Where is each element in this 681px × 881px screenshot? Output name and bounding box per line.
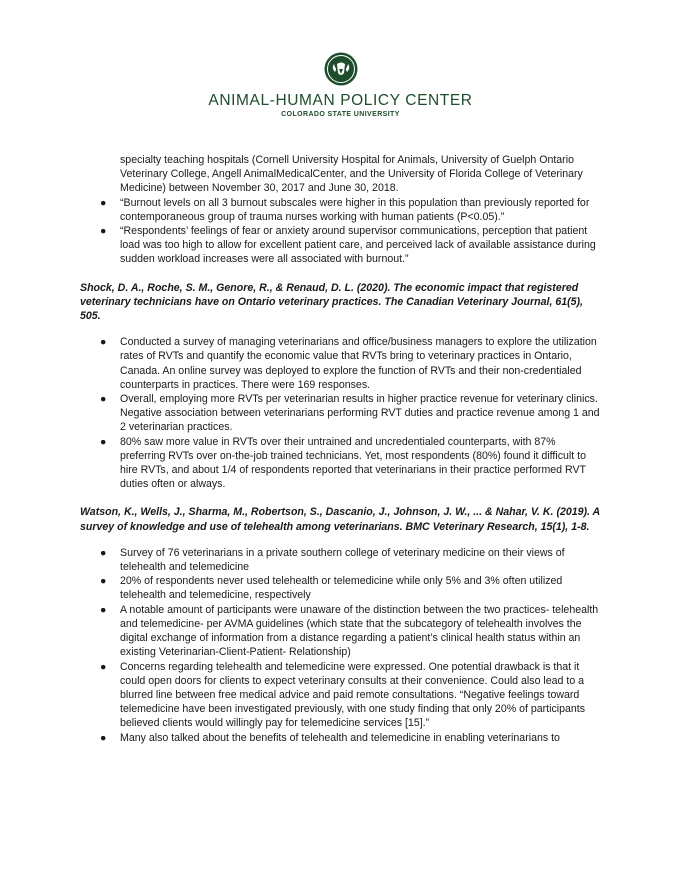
continued-paragraph: specialty teaching hospitals (Cornell University Hospital for Animals, University of Guelph Ontario Veterinary College, Angell AnimalMedicalCenter, and the University of Florida College of Veterinary Medicine) between November 30, 2017 and June 30, 2018. [120,154,583,195]
list-item-text: 80% saw more value in RVTs over their untrained and uncredentialed counterparts, with 87% preferring RVTs over on-the-job trained technicians. Yet, most respondents (80%) found it difficult to hire RVTs, and about 1/4 of respondents reported that veterinarians in their practice performed RVT duties often or always. [120,435,586,491]
citation-shock: Shock, D. A., Roche, S. M., Genore, R., & Renaud, D. L. (2020). The economic impact that registered veterinary technicians have on Ontario veterinary practices. The Canadian Veterinary Journal, 61(5), 505. [80,281,584,323]
list-item [80,392,600,435]
list-item-text: Conducted a survey of managing veterinarians and office/business managers to explore the utilization rates of RVTs and quantify the economic value that RVTs bring to veterinary practices in Ontario, Canada. An online survey was deployed to explore the function of RVTs and their non-credentialed counterparts in practices. There were 169 responses. [120,336,597,391]
citation-watson: Watson, K., Wells, J., Sharma, M., Robertson, S., Dascanio, J., Johnson, J. W., ... & Nahar, V. K. (2019). A survey of knowledge and use of telehealth among veterinarians. BMC Veterinary Research, 15(1), 1-8. [80,506,600,533]
bullet-list-rvt [80,335,600,491]
bullet-icon: ● [100,196,107,209]
bullet-icon: ● [100,546,107,559]
org-subtitle: COLORADO STATE UNIVERSITY [281,111,400,118]
bullet-icon: ● [100,731,107,744]
list-item [80,435,600,492]
list-item [80,224,600,267]
page-header [0,52,681,118]
bullet-icon: ● [100,336,107,349]
list-item-text: Concerns regarding telehealth and telemedicine were expressed. One potential drawback is that it could open doors for clients to expect veterinary consults at their convenience. Could also lead to a blurred line between free medical advice and paid remote consultations. “Negative feelings toward telemedicine have been investigated previously, with one study finding that only 20% of participants believed clients would willingly pay for telemedicine services [15].” [120,660,586,730]
list-item-text: 20% of respondents never used telehealth or telemedicine while only 5% and 3% often utilized telehealth and telemedicine, respectively [120,575,563,602]
csu-ram-logo-icon [324,52,358,86]
org-title: ANIMAL-HUMAN POLICY CENTER [208,92,473,109]
list-item [80,574,600,602]
list-item-text: Overall, employing more RVTs per veterinarian results in higher practice revenue for veterinary clinics. Negative association between veterinarians performing RVT duties and practice revenue among 1 and 2 veterinarian practices. [120,393,600,434]
bullet-icon: ● [100,603,107,616]
list-item-text: Many also talked about the benefits of telehealth and telemedicine in enabling veterinarians to [120,731,560,744]
list-item [80,196,600,224]
list-item [80,660,600,731]
bullet-icon: ● [100,660,107,673]
list-item [80,603,600,660]
bullet-list-telehealth [80,546,600,745]
bullet-icon: ● [100,225,107,238]
bullet-icon: ● [100,393,107,406]
list-item-text: “Respondents’ feelings of fear or anxiety around supervisor communications, perception that patient load was too high to allow for excellent patient care, and perceived lack of available assistance during sudden workload increases were all associated with burnout.” [120,225,596,266]
document-body [80,153,600,745]
list-item-text: A notable amount of participants were unaware of the distinction between the two practices- telehealth and telemedicine- per AVMA guidelines (which state that the subcategory of telehealth involves the digital exchange of information from a distance regarding a patient’s clinical health status within an existing Veterinarian-Client-Patient- Relationship) [120,603,599,659]
bullet-icon: ● [100,435,107,448]
bullet-icon: ● [100,575,107,588]
bullet-list-burnout [80,196,600,267]
list-item [80,546,600,574]
list-item-text: “Burnout levels on all 3 burnout subscales were higher in this population than previously reported for contemporaneous group of trauma nurses working with human patients (P<0.05).” [120,196,590,223]
list-item [80,731,600,745]
list-item [80,335,600,392]
list-item-text: Survey of 76 veterinarians in a private southern college of veterinary medicine on their views of telehealth and telemedicine [120,546,565,574]
